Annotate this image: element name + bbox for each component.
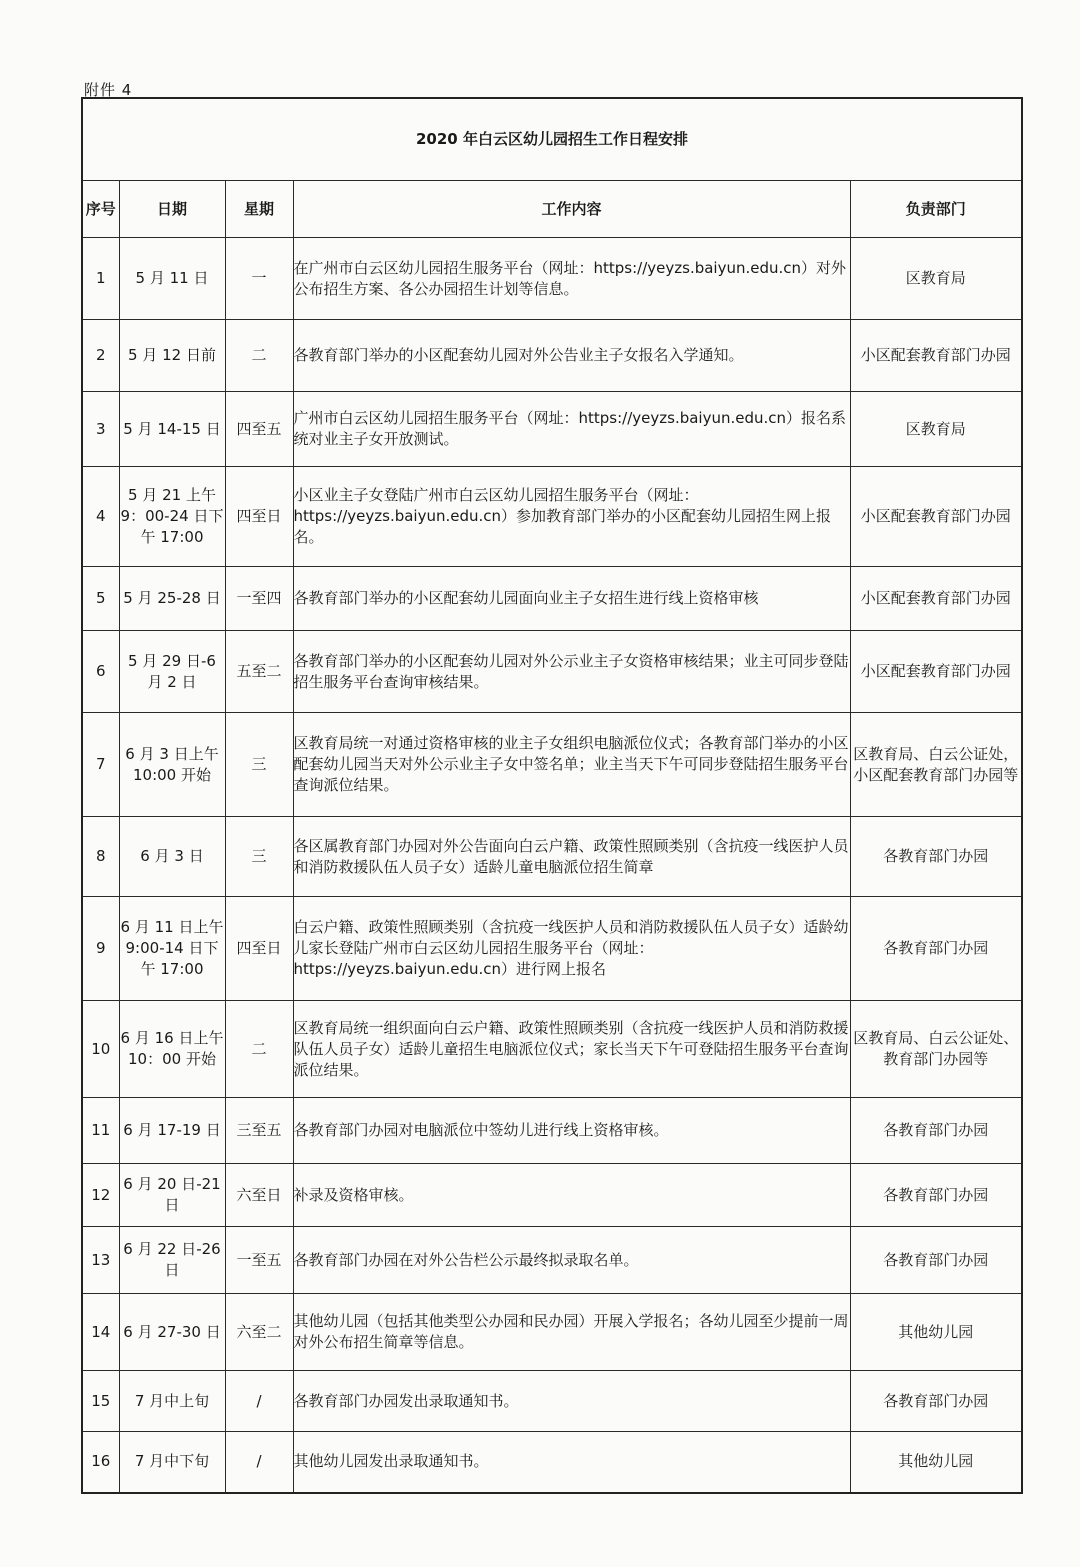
cell-dept: 小区配套教育部门办园 bbox=[850, 467, 1022, 567]
cell-num: 14 bbox=[82, 1294, 119, 1371]
cell-weekday: 二 bbox=[225, 320, 293, 392]
schedule-table bbox=[81, 97, 1023, 1494]
title-row bbox=[82, 98, 1022, 181]
cell-weekday: 二 bbox=[225, 1001, 293, 1098]
cell-date: 7 月中下旬 bbox=[119, 1432, 225, 1493]
cell-dept: 区教育局、白云公证处，小区配套教育部门办园等 bbox=[850, 713, 1022, 817]
table-row bbox=[82, 897, 1022, 1001]
cell-date: 5 月 29 日-6 月 2 日 bbox=[119, 631, 225, 713]
cell-date: 6 月 27-30 日 bbox=[119, 1294, 225, 1371]
header-date: 日期 bbox=[119, 181, 225, 238]
cell-dept: 小区配套教育部门办园 bbox=[850, 320, 1022, 392]
cell-weekday: 四至日 bbox=[225, 467, 293, 567]
cell-weekday: 五至二 bbox=[225, 631, 293, 713]
cell-date: 5 月 12 日前 bbox=[119, 320, 225, 392]
cell-weekday: 三 bbox=[225, 817, 293, 897]
table-row bbox=[82, 567, 1022, 631]
cell-num: 11 bbox=[82, 1098, 119, 1164]
cell-weekday: 三 bbox=[225, 713, 293, 817]
cell-weekday: 四至五 bbox=[225, 392, 293, 467]
table-row bbox=[82, 713, 1022, 817]
cell-content: 各教育部门举办的小区配套幼儿园对外公告业主子女报名入学通知。 bbox=[293, 320, 850, 392]
header-row bbox=[82, 181, 1022, 238]
cell-content: 白云户籍、政策性照顾类别（含抗疫一线医护人员和消防救援队伍人员子女）适龄幼儿家长登陆广州市白云区幼儿园招生服务平台（网址：https://yeyzs.baiyun.edu.cn）进行网上报名 bbox=[293, 897, 850, 1001]
cell-weekday: 六至二 bbox=[225, 1294, 293, 1371]
cell-weekday: / bbox=[225, 1432, 293, 1493]
header-weekday: 星期 bbox=[225, 181, 293, 238]
cell-dept: 区教育局、白云公证处、教育部门办园等 bbox=[850, 1001, 1022, 1098]
cell-content: 补录及资格审核。 bbox=[293, 1164, 850, 1227]
header-content: 工作内容 bbox=[293, 181, 850, 238]
table-row bbox=[82, 1432, 1022, 1493]
table-row bbox=[82, 1164, 1022, 1227]
cell-weekday: / bbox=[225, 1371, 293, 1432]
cell-weekday: 三至五 bbox=[225, 1098, 293, 1164]
cell-date: 7 月中上旬 bbox=[119, 1371, 225, 1432]
cell-weekday: 一至五 bbox=[225, 1227, 293, 1294]
cell-content: 广州市白云区幼儿园招生服务平台（网址：https://yeyzs.baiyun.edu.cn）报名系统对业主子女开放测试。 bbox=[293, 392, 850, 467]
cell-date: 6 月 11 日上午 9:00-14 日下午 17:00 bbox=[119, 897, 225, 1001]
cell-date: 6 月 17-19 日 bbox=[119, 1098, 225, 1164]
cell-content: 在广州市白云区幼儿园招生服务平台（网址：https://yeyzs.baiyun.edu.cn）对外公布招生方案、各公办园招生计划等信息。 bbox=[293, 238, 850, 320]
cell-num: 2 bbox=[82, 320, 119, 392]
cell-content: 其他幼儿园发出录取通知书。 bbox=[293, 1432, 850, 1493]
cell-num: 1 bbox=[82, 238, 119, 320]
cell-content: 各教育部门办园在对外公告栏公示最终拟录取名单。 bbox=[293, 1227, 850, 1294]
cell-weekday: 一 bbox=[225, 238, 293, 320]
table-row bbox=[82, 1227, 1022, 1294]
cell-content: 各教育部门办园对电脑派位中签幼儿进行线上资格审核。 bbox=[293, 1098, 850, 1164]
table-row bbox=[82, 1371, 1022, 1432]
cell-num: 15 bbox=[82, 1371, 119, 1432]
table-row bbox=[82, 1098, 1022, 1164]
cell-num: 16 bbox=[82, 1432, 119, 1493]
cell-content: 各教育部门举办的小区配套幼儿园面向业主子女招生进行线上资格审核 bbox=[293, 567, 850, 631]
cell-dept: 各教育部门办园 bbox=[850, 1098, 1022, 1164]
header-dept: 负责部门 bbox=[850, 181, 1022, 238]
cell-num: 3 bbox=[82, 392, 119, 467]
cell-dept: 区教育局 bbox=[850, 392, 1022, 467]
cell-dept: 各教育部门办园 bbox=[850, 1164, 1022, 1227]
cell-weekday: 六至日 bbox=[225, 1164, 293, 1227]
cell-date: 5 月 25-28 日 bbox=[119, 567, 225, 631]
table-row bbox=[82, 238, 1022, 320]
cell-date: 6 月 22 日-26 日 bbox=[119, 1227, 225, 1294]
table-row bbox=[82, 817, 1022, 897]
cell-weekday: 四至日 bbox=[225, 897, 293, 1001]
cell-num: 5 bbox=[82, 567, 119, 631]
attachment-label: 附件 4 bbox=[84, 81, 133, 99]
cell-date: 6 月 16 日上午 10：00 开始 bbox=[119, 1001, 225, 1098]
table-row bbox=[82, 392, 1022, 467]
header-num: 序号 bbox=[82, 181, 119, 238]
table-row bbox=[82, 1001, 1022, 1098]
cell-date: 5 月 21 上午 9：00-24 日下午 17:00 bbox=[119, 467, 225, 567]
cell-dept: 区教育局 bbox=[850, 238, 1022, 320]
cell-content: 各区属教育部门办园对外公告面向白云户籍、政策性照顾类别（含抗疫一线医护人员和消防救援队伍人员子女）适龄儿童电脑派位招生简章 bbox=[293, 817, 850, 897]
cell-num: 4 bbox=[82, 467, 119, 567]
cell-dept: 各教育部门办园 bbox=[850, 1371, 1022, 1432]
table-row bbox=[82, 320, 1022, 392]
cell-content: 区教育局统一对通过资格审核的业主子女组织电脑派位仪式；各教育部门举办的小区配套幼儿园当天对外公示业主子女中签名单；业主当天下午可同步登陆招生服务平台查询派位结果。 bbox=[293, 713, 850, 817]
cell-dept: 小区配套教育部门办园 bbox=[850, 631, 1022, 713]
table-row bbox=[82, 631, 1022, 713]
cell-content: 其他幼儿园（包括其他类型公办园和民办园）开展入学报名；各幼儿园至少提前一周对外公布招生简章等信息。 bbox=[293, 1294, 850, 1371]
cell-num: 9 bbox=[82, 897, 119, 1001]
cell-dept: 各教育部门办园 bbox=[850, 1227, 1022, 1294]
table-body bbox=[82, 238, 1022, 1493]
cell-num: 10 bbox=[82, 1001, 119, 1098]
cell-date: 5 月 11 日 bbox=[119, 238, 225, 320]
table-row bbox=[82, 467, 1022, 567]
table-row bbox=[82, 1294, 1022, 1371]
cell-content: 各教育部门举办的小区配套幼儿园对外公示业主子女资格审核结果；业主可同步登陆招生服务平台查询审核结果。 bbox=[293, 631, 850, 713]
cell-weekday: 一至四 bbox=[225, 567, 293, 631]
cell-date: 6 月 20 日-21 日 bbox=[119, 1164, 225, 1227]
cell-dept: 其他幼儿园 bbox=[850, 1294, 1022, 1371]
cell-dept: 小区配套教育部门办园 bbox=[850, 567, 1022, 631]
cell-content: 区教育局统一组织面向白云户籍、政策性照顾类别（含抗疫一线医护人员和消防救援队伍人员子女）适龄儿童招生电脑派位仪式；家长当天下午可登陆招生服务平台查询派位结果。 bbox=[293, 1001, 850, 1098]
cell-num: 6 bbox=[82, 631, 119, 713]
cell-num: 13 bbox=[82, 1227, 119, 1294]
cell-date: 6 月 3 日 bbox=[119, 817, 225, 897]
page-title: 2020 年白云区幼儿园招生工作日程安排 bbox=[82, 98, 1022, 181]
cell-dept: 各教育部门办园 bbox=[850, 817, 1022, 897]
cell-dept: 各教育部门办园 bbox=[850, 897, 1022, 1001]
cell-num: 12 bbox=[82, 1164, 119, 1227]
cell-date: 6 月 3 日上午 10:00 开始 bbox=[119, 713, 225, 817]
cell-num: 8 bbox=[82, 817, 119, 897]
cell-dept: 其他幼儿园 bbox=[850, 1432, 1022, 1493]
cell-content: 各教育部门办园发出录取通知书。 bbox=[293, 1371, 850, 1432]
cell-content: 小区业主子女登陆广州市白云区幼儿园招生服务平台（网址：https://yeyzs.baiyun.edu.cn）参加教育部门举办的小区配套幼儿园招生网上报名。 bbox=[293, 467, 850, 567]
cell-num: 7 bbox=[82, 713, 119, 817]
cell-date: 5 月 14-15 日 bbox=[119, 392, 225, 467]
